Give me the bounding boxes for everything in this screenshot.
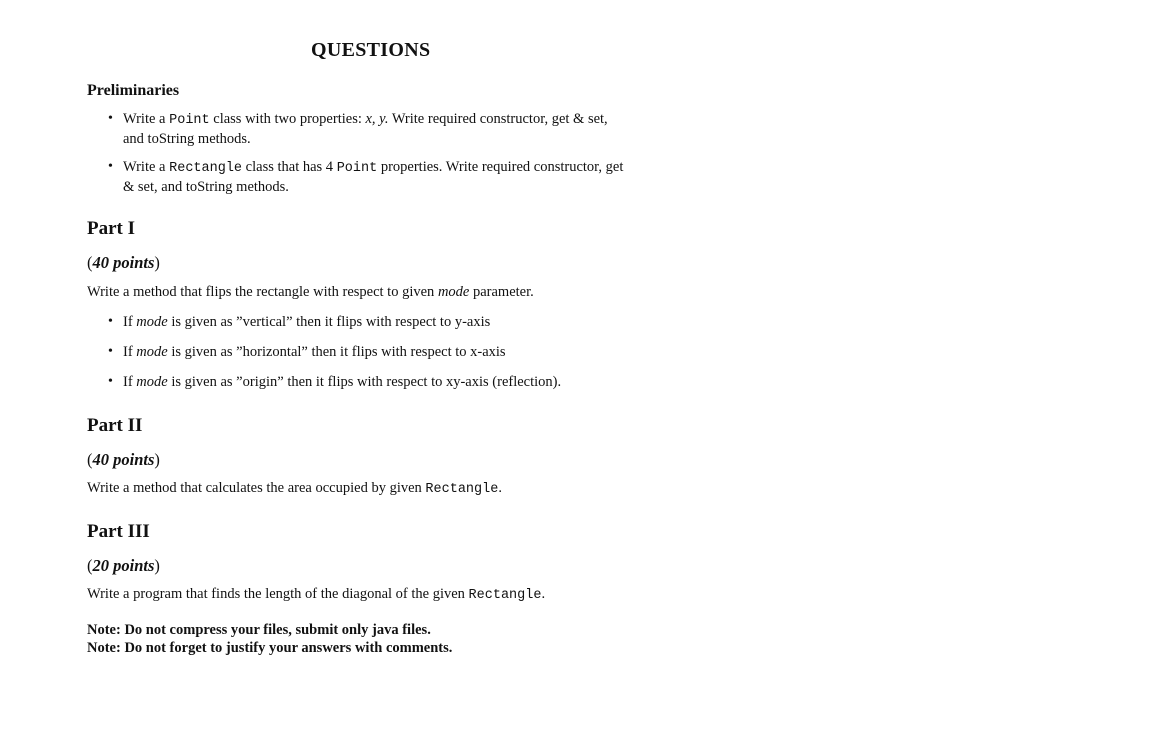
code-rectangle: Rectangle bbox=[425, 482, 499, 497]
part-1-heading: Part I bbox=[87, 218, 136, 239]
text-fragment: . bbox=[541, 586, 546, 602]
part-2-text bbox=[87, 479, 667, 499]
code-point: Point bbox=[169, 113, 210, 128]
text-fragment: properties. Write required constructor, get bbox=[377, 159, 624, 175]
text-fragment: If bbox=[123, 374, 137, 390]
text-fragment: parameter. bbox=[469, 284, 534, 300]
part-1-bullet-horizontal bbox=[108, 343, 663, 361]
text-fragment: Write a bbox=[123, 159, 170, 175]
bullet-text bbox=[123, 313, 663, 331]
note-justify: Note: Do not forget to justify your answers with comments. bbox=[87, 640, 453, 656]
text-fragment: and toString methods. bbox=[123, 131, 251, 147]
math-vars: x, y. bbox=[365, 111, 389, 127]
code-rectangle: Rectangle bbox=[169, 161, 243, 176]
text-fragment: . bbox=[498, 480, 502, 496]
paren-close: ) bbox=[154, 253, 160, 272]
preliminaries-bullet-point-class bbox=[108, 110, 663, 148]
bullet-text bbox=[123, 110, 663, 148]
bullet-dot: • bbox=[108, 111, 113, 126]
text-fragment: is given as ”horizontal” then it flips with respect to x-axis bbox=[167, 344, 506, 360]
text-fragment: Write a bbox=[123, 111, 170, 127]
text-fragment: class that has 4 bbox=[242, 159, 337, 175]
points-value: 40 points bbox=[92, 253, 155, 272]
mode-term: mode bbox=[136, 374, 168, 390]
code-rectangle: Rectangle bbox=[468, 588, 542, 603]
points-value: 20 points bbox=[92, 556, 155, 575]
part-1-points bbox=[87, 253, 160, 273]
bullet-dot: • bbox=[108, 344, 113, 359]
mode-term: mode bbox=[437, 284, 470, 300]
part-1-intro bbox=[87, 283, 667, 301]
paren-open: ( bbox=[87, 556, 93, 575]
text-fragment: If bbox=[123, 344, 137, 360]
mode-term: mode bbox=[136, 344, 168, 360]
note-compress: Note: Do not compress your files, submit only java files. bbox=[87, 622, 431, 638]
paren-close: ) bbox=[154, 556, 160, 575]
part-3-heading: Part III bbox=[87, 521, 150, 542]
text-fragment: is given as ”vertical” then it flips with respect to y-axis bbox=[167, 314, 491, 330]
text-fragment: If bbox=[123, 314, 137, 330]
preliminaries-bullet-rectangle-class bbox=[108, 158, 663, 196]
paren-close: ) bbox=[154, 450, 160, 469]
part-2-points bbox=[87, 450, 160, 470]
text-fragment: & set, and toString methods. bbox=[123, 179, 289, 195]
code-point: Point bbox=[336, 161, 378, 176]
bullet-text bbox=[123, 343, 663, 361]
text-fragment: is given as ”origin” then it flips with respect to xy-axis (reflection). bbox=[167, 374, 562, 390]
text-fragment: Write a program that finds the length of the diagonal of the given bbox=[87, 586, 469, 602]
paren-open: ( bbox=[87, 253, 93, 272]
page-title: QUESTIONS bbox=[311, 39, 431, 61]
text-fragment: Write required constructor, get & set, bbox=[388, 111, 608, 127]
text-fragment: class with two properties: bbox=[209, 111, 366, 127]
preliminaries-heading: Preliminaries bbox=[87, 82, 180, 99]
text-fragment: Write a method that flips the rectangle with respect to given bbox=[87, 284, 438, 300]
paren-open: ( bbox=[87, 450, 93, 469]
mode-term: mode bbox=[136, 314, 168, 330]
bullet-text bbox=[123, 158, 663, 196]
part-3-text bbox=[87, 585, 667, 605]
text-fragment: Write a method that calculates the area occupied by given bbox=[87, 480, 426, 496]
bullet-dot: • bbox=[108, 374, 113, 389]
bullet-dot: • bbox=[108, 159, 113, 174]
part-2-heading: Part II bbox=[87, 415, 143, 436]
bullet-text bbox=[123, 373, 663, 391]
part-3-points bbox=[87, 556, 160, 576]
part-1-bullet-origin bbox=[108, 373, 663, 391]
points-value: 40 points bbox=[92, 450, 155, 469]
bullet-dot: • bbox=[108, 314, 113, 329]
part-1-bullet-vertical bbox=[108, 313, 663, 331]
